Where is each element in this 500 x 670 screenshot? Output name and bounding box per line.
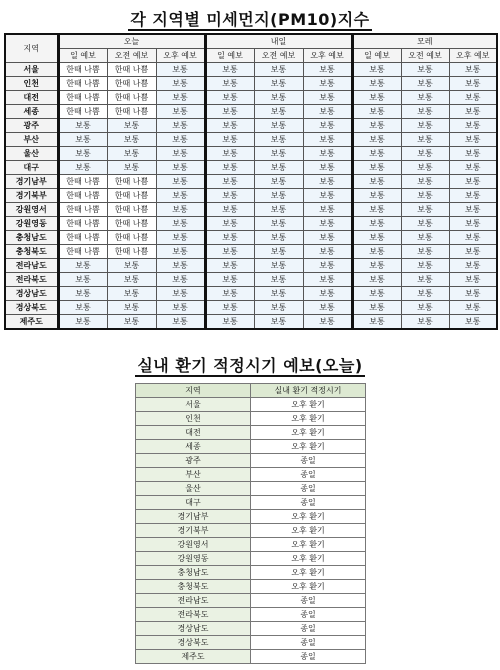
region-cell: 광주 — [5, 119, 58, 133]
forecast-cell: 보통 — [58, 315, 107, 330]
forecast-cell: 보통 — [401, 147, 449, 161]
forecast-cell: 보통 — [254, 231, 303, 245]
vent-region-cell: 전라남도 — [136, 594, 251, 608]
vent-region-cell: 경기북부 — [136, 524, 251, 538]
vent-time-cell: 오후 환기 — [251, 552, 366, 566]
forecast-cell: 한때 나쁨 — [58, 77, 107, 91]
table-row — [136, 412, 366, 426]
forecast-cell: 보통 — [449, 175, 497, 189]
forecast-cell: 보통 — [449, 133, 497, 147]
forecast-cell: 보통 — [205, 259, 254, 273]
table-row — [136, 496, 366, 510]
vent-region-cell: 대전 — [136, 426, 251, 440]
forecast-cell: 한때 나쁨 — [107, 105, 156, 119]
vent-region-cell: 광주 — [136, 454, 251, 468]
forecast-cell: 보통 — [352, 175, 401, 189]
table-row — [136, 552, 366, 566]
forecast-cell: 보통 — [205, 133, 254, 147]
region-cell: 경기북부 — [5, 189, 58, 203]
forecast-cell: 보통 — [303, 287, 352, 301]
pm10-title: 각 지역별 미세먼지(PM10)지수 — [130, 10, 370, 29]
forecast-cell: 보통 — [352, 161, 401, 175]
forecast-cell: 보통 — [352, 287, 401, 301]
table-row — [136, 566, 366, 580]
vent-time-header: 실내 환기 적정시기 — [251, 384, 366, 398]
table-row — [5, 203, 497, 217]
forecast-cell: 보통 — [352, 315, 401, 330]
forecast-cell: 보통 — [303, 119, 352, 133]
vent-time-cell: 종일 — [251, 496, 366, 510]
region-cell: 경기남부 — [5, 175, 58, 189]
forecast-cell: 보통 — [449, 119, 497, 133]
vent-region-cell: 강원영서 — [136, 538, 251, 552]
region-cell: 경상북도 — [5, 301, 58, 315]
region-cell: 강원영동 — [5, 217, 58, 231]
sub-header: 오전 예보 — [254, 49, 303, 63]
vent-region-cell: 울산 — [136, 482, 251, 496]
forecast-cell: 보통 — [449, 77, 497, 91]
forecast-cell: 보통 — [156, 273, 205, 287]
vent-region-cell: 경기남부 — [136, 510, 251, 524]
vent-region-cell: 제주도 — [136, 650, 251, 664]
pm10-table — [4, 33, 498, 330]
vent-region-cell: 강원영동 — [136, 552, 251, 566]
sub-header: 오전 예보 — [401, 49, 449, 63]
day-header-today: 오늘 — [58, 34, 205, 49]
forecast-cell: 한때 나쁨 — [58, 245, 107, 259]
forecast-cell: 보통 — [401, 77, 449, 91]
table-row — [136, 468, 366, 482]
vent-region-header: 지역 — [136, 384, 251, 398]
forecast-cell: 보통 — [401, 105, 449, 119]
table-row — [136, 580, 366, 594]
forecast-cell: 보통 — [352, 105, 401, 119]
forecast-cell: 보통 — [303, 77, 352, 91]
forecast-cell: 보통 — [205, 175, 254, 189]
table-row — [5, 91, 497, 105]
day-header-after: 모레 — [352, 34, 497, 49]
forecast-cell: 보통 — [107, 287, 156, 301]
forecast-cell: 보통 — [205, 91, 254, 105]
forecast-cell: 보통 — [254, 287, 303, 301]
vent-region-cell: 인천 — [136, 412, 251, 426]
forecast-cell: 한때 나쁨 — [107, 91, 156, 105]
forecast-cell: 보통 — [205, 119, 254, 133]
region-cell: 충청남도 — [5, 231, 58, 245]
table-row — [5, 273, 497, 287]
region-cell: 울산 — [5, 147, 58, 161]
forecast-cell: 보통 — [352, 119, 401, 133]
forecast-cell: 보통 — [401, 315, 449, 330]
forecast-cell: 보통 — [205, 77, 254, 91]
forecast-cell: 보통 — [156, 231, 205, 245]
forecast-cell: 한때 나쁨 — [58, 231, 107, 245]
vent-time-cell: 종일 — [251, 454, 366, 468]
forecast-cell: 보통 — [401, 203, 449, 217]
forecast-cell: 보통 — [254, 161, 303, 175]
region-cell: 제주도 — [5, 315, 58, 330]
ventilation-table — [135, 383, 366, 664]
forecast-cell: 보통 — [205, 63, 254, 77]
forecast-cell: 보통 — [449, 161, 497, 175]
vent-region-cell: 서울 — [136, 398, 251, 412]
forecast-cell: 한때 나쁨 — [58, 91, 107, 105]
forecast-cell: 보통 — [205, 217, 254, 231]
forecast-cell: 한때 나쁨 — [58, 189, 107, 203]
forecast-cell: 보통 — [352, 217, 401, 231]
table-row — [5, 63, 497, 77]
forecast-cell: 보통 — [303, 273, 352, 287]
forecast-cell: 보통 — [303, 147, 352, 161]
forecast-cell: 보통 — [449, 189, 497, 203]
forecast-cell: 보통 — [254, 63, 303, 77]
table-row — [136, 622, 366, 636]
forecast-cell: 보통 — [156, 217, 205, 231]
vent-time-cell: 오후 환기 — [251, 412, 366, 426]
forecast-cell: 보통 — [107, 259, 156, 273]
forecast-cell: 보통 — [303, 91, 352, 105]
forecast-cell: 보통 — [58, 301, 107, 315]
forecast-cell: 보통 — [205, 287, 254, 301]
forecast-cell: 보통 — [352, 189, 401, 203]
forecast-cell: 보통 — [303, 315, 352, 330]
forecast-cell: 보통 — [254, 147, 303, 161]
forecast-cell: 보통 — [352, 231, 401, 245]
table-row — [5, 259, 497, 273]
vent-region-cell: 경상남도 — [136, 622, 251, 636]
forecast-cell: 한때 나쁨 — [107, 245, 156, 259]
table-row — [136, 454, 366, 468]
forecast-cell: 한때 나쁨 — [107, 203, 156, 217]
forecast-cell: 보통 — [156, 259, 205, 273]
sub-header: 오후 예보 — [156, 49, 205, 63]
sub-header: 일 예보 — [352, 49, 401, 63]
forecast-cell: 보통 — [205, 245, 254, 259]
forecast-cell: 보통 — [401, 259, 449, 273]
table-row — [5, 231, 497, 245]
forecast-cell: 한때 나쁨 — [58, 175, 107, 189]
sub-header: 오후 예보 — [303, 49, 352, 63]
forecast-cell: 보통 — [401, 63, 449, 77]
forecast-cell: 보통 — [156, 161, 205, 175]
forecast-cell: 보통 — [254, 203, 303, 217]
forecast-cell: 보통 — [156, 315, 205, 330]
forecast-cell: 보통 — [205, 315, 254, 330]
forecast-cell: 보통 — [449, 63, 497, 77]
forecast-cell: 보통 — [449, 315, 497, 330]
forecast-cell: 보통 — [449, 147, 497, 161]
forecast-cell: 한때 나쁨 — [58, 217, 107, 231]
forecast-cell: 한때 나쁨 — [107, 189, 156, 203]
forecast-cell: 보통 — [352, 133, 401, 147]
sub-header: 일 예보 — [205, 49, 254, 63]
forecast-cell: 보통 — [303, 133, 352, 147]
region-cell: 서울 — [5, 63, 58, 77]
table-row — [136, 426, 366, 440]
table-row — [5, 161, 497, 175]
forecast-cell: 보통 — [401, 301, 449, 315]
forecast-cell: 보통 — [58, 273, 107, 287]
forecast-cell: 보통 — [205, 301, 254, 315]
forecast-cell: 보통 — [401, 91, 449, 105]
forecast-cell: 보통 — [58, 287, 107, 301]
forecast-cell: 보통 — [401, 133, 449, 147]
forecast-cell: 보통 — [254, 77, 303, 91]
table-row — [136, 594, 366, 608]
vent-time-cell: 오후 환기 — [251, 440, 366, 454]
table-row — [136, 398, 366, 412]
table-row — [5, 287, 497, 301]
forecast-cell: 보통 — [254, 217, 303, 231]
forecast-cell: 보통 — [156, 147, 205, 161]
forecast-cell: 보통 — [205, 273, 254, 287]
forecast-cell: 보통 — [449, 287, 497, 301]
forecast-cell: 보통 — [156, 175, 205, 189]
forecast-cell: 보통 — [303, 105, 352, 119]
forecast-cell: 보통 — [303, 259, 352, 273]
forecast-cell: 보통 — [401, 189, 449, 203]
forecast-cell: 한때 나쁨 — [107, 231, 156, 245]
forecast-cell: 보통 — [205, 231, 254, 245]
region-header: 지역 — [5, 34, 58, 63]
vent-time-cell: 종일 — [251, 650, 366, 664]
vent-region-cell: 충청남도 — [136, 566, 251, 580]
table-row — [5, 245, 497, 259]
vent-region-cell: 경상북도 — [136, 636, 251, 650]
forecast-cell: 보통 — [352, 77, 401, 91]
vent-region-cell: 전라북도 — [136, 608, 251, 622]
forecast-cell: 보통 — [107, 119, 156, 133]
table-row — [136, 510, 366, 524]
table-row — [5, 147, 497, 161]
table-row — [136, 650, 366, 664]
region-cell: 대구 — [5, 161, 58, 175]
vent-region-cell: 세종 — [136, 440, 251, 454]
table-row — [136, 636, 366, 650]
forecast-cell: 보통 — [156, 77, 205, 91]
forecast-cell: 보통 — [401, 217, 449, 231]
forecast-cell: 보통 — [205, 147, 254, 161]
forecast-cell: 보통 — [254, 315, 303, 330]
forecast-cell: 보통 — [401, 231, 449, 245]
day-header-tomorrow: 내일 — [205, 34, 352, 49]
forecast-cell: 보통 — [303, 217, 352, 231]
forecast-cell: 보통 — [254, 175, 303, 189]
forecast-cell: 보통 — [156, 287, 205, 301]
vent-time-cell: 종일 — [251, 608, 366, 622]
forecast-cell: 보통 — [254, 119, 303, 133]
table-row — [5, 105, 497, 119]
vent-time-cell: 종일 — [251, 468, 366, 482]
forecast-cell: 보통 — [205, 105, 254, 119]
sub-header: 오전 예보 — [107, 49, 156, 63]
forecast-cell: 보통 — [352, 259, 401, 273]
table-row — [5, 301, 497, 315]
table-row — [5, 77, 497, 91]
table-row — [5, 175, 497, 189]
forecast-cell: 보통 — [303, 63, 352, 77]
vent-region-cell: 충청북도 — [136, 580, 251, 594]
forecast-cell: 보통 — [107, 273, 156, 287]
vent-time-cell: 종일 — [251, 622, 366, 636]
forecast-cell: 보통 — [449, 217, 497, 231]
vent-time-cell: 오후 환기 — [251, 426, 366, 440]
forecast-cell: 보통 — [352, 147, 401, 161]
forecast-cell: 보통 — [401, 245, 449, 259]
forecast-cell: 보통 — [156, 245, 205, 259]
forecast-cell: 보통 — [449, 259, 497, 273]
forecast-cell: 보통 — [254, 273, 303, 287]
vent-time-cell: 오후 환기 — [251, 398, 366, 412]
ventilation-title: 실내 환기 적정시기 예보(오늘) — [137, 356, 363, 375]
vent-region-cell: 부산 — [136, 468, 251, 482]
forecast-cell: 한때 나쁨 — [107, 77, 156, 91]
forecast-cell: 보통 — [205, 203, 254, 217]
forecast-cell: 보통 — [449, 105, 497, 119]
forecast-cell: 보통 — [352, 203, 401, 217]
vent-time-cell: 오후 환기 — [251, 524, 366, 538]
forecast-cell: 보통 — [58, 161, 107, 175]
forecast-cell: 보통 — [107, 133, 156, 147]
forecast-cell: 보통 — [352, 301, 401, 315]
forecast-cell: 보통 — [156, 91, 205, 105]
forecast-cell: 보통 — [449, 245, 497, 259]
forecast-cell: 보통 — [254, 91, 303, 105]
vent-time-cell: 종일 — [251, 482, 366, 496]
table-row — [5, 133, 497, 147]
forecast-cell: 한때 나쁨 — [58, 105, 107, 119]
forecast-cell: 보통 — [352, 63, 401, 77]
region-cell: 경상남도 — [5, 287, 58, 301]
forecast-cell: 보통 — [156, 203, 205, 217]
forecast-cell: 한때 나쁨 — [107, 175, 156, 189]
region-cell: 강원영서 — [5, 203, 58, 217]
forecast-cell: 보통 — [107, 147, 156, 161]
forecast-cell: 보통 — [156, 119, 205, 133]
forecast-cell: 보통 — [401, 287, 449, 301]
forecast-cell: 보통 — [58, 119, 107, 133]
vent-time-cell: 오후 환기 — [251, 566, 366, 580]
table-row — [136, 440, 366, 454]
vent-time-cell: 오후 환기 — [251, 538, 366, 552]
forecast-cell: 보통 — [58, 147, 107, 161]
vent-time-cell: 종일 — [251, 594, 366, 608]
forecast-cell: 보통 — [303, 245, 352, 259]
forecast-cell: 보통 — [156, 301, 205, 315]
forecast-cell: 보통 — [449, 301, 497, 315]
forecast-cell: 한때 나쁨 — [107, 63, 156, 77]
region-cell: 전라북도 — [5, 273, 58, 287]
forecast-cell: 보통 — [449, 91, 497, 105]
forecast-cell: 한때 나쁨 — [58, 63, 107, 77]
forecast-cell: 보통 — [107, 315, 156, 330]
forecast-cell: 보통 — [401, 161, 449, 175]
table-row — [136, 608, 366, 622]
region-cell: 부산 — [5, 133, 58, 147]
forecast-cell: 보통 — [303, 301, 352, 315]
vent-time-cell: 오후 환기 — [251, 510, 366, 524]
forecast-cell: 보통 — [449, 231, 497, 245]
table-row — [136, 524, 366, 538]
forecast-cell: 보통 — [254, 245, 303, 259]
forecast-cell: 보통 — [156, 133, 205, 147]
forecast-cell: 보통 — [156, 189, 205, 203]
forecast-cell: 보통 — [254, 189, 303, 203]
table-row — [5, 189, 497, 203]
forecast-cell: 보통 — [58, 259, 107, 273]
forecast-cell: 보통 — [205, 161, 254, 175]
table-row — [5, 217, 497, 231]
table-row — [136, 538, 366, 552]
forecast-cell: 한때 나쁨 — [107, 217, 156, 231]
sub-header: 일 예보 — [58, 49, 107, 63]
table-row — [136, 482, 366, 496]
forecast-cell: 보통 — [107, 301, 156, 315]
forecast-cell: 보통 — [303, 189, 352, 203]
forecast-cell: 한때 나쁨 — [58, 203, 107, 217]
forecast-cell: 보통 — [352, 273, 401, 287]
region-cell: 충청북도 — [5, 245, 58, 259]
region-cell: 전라남도 — [5, 259, 58, 273]
forecast-cell: 보통 — [352, 91, 401, 105]
forecast-cell: 보통 — [401, 119, 449, 133]
forecast-cell: 보통 — [303, 231, 352, 245]
forecast-cell: 보통 — [401, 273, 449, 287]
region-cell: 세종 — [5, 105, 58, 119]
forecast-cell: 보통 — [107, 161, 156, 175]
table-row — [5, 315, 497, 330]
region-cell: 인천 — [5, 77, 58, 91]
forecast-cell: 보통 — [449, 203, 497, 217]
vent-region-cell: 대구 — [136, 496, 251, 510]
forecast-cell: 보통 — [58, 133, 107, 147]
sub-header: 오후 예보 — [449, 49, 497, 63]
forecast-cell: 보통 — [449, 273, 497, 287]
forecast-cell: 보통 — [303, 175, 352, 189]
forecast-cell: 보통 — [254, 301, 303, 315]
forecast-cell: 보통 — [254, 133, 303, 147]
forecast-cell: 보통 — [401, 175, 449, 189]
forecast-cell: 보통 — [205, 189, 254, 203]
vent-time-cell: 오후 환기 — [251, 580, 366, 594]
forecast-cell: 보통 — [156, 63, 205, 77]
forecast-cell: 보통 — [303, 203, 352, 217]
forecast-cell: 보통 — [303, 161, 352, 175]
forecast-cell: 보통 — [156, 105, 205, 119]
forecast-cell: 보통 — [254, 259, 303, 273]
vent-time-cell: 종일 — [251, 636, 366, 650]
forecast-cell: 보통 — [352, 245, 401, 259]
table-row — [5, 119, 497, 133]
region-cell: 대전 — [5, 91, 58, 105]
forecast-cell: 보통 — [254, 105, 303, 119]
